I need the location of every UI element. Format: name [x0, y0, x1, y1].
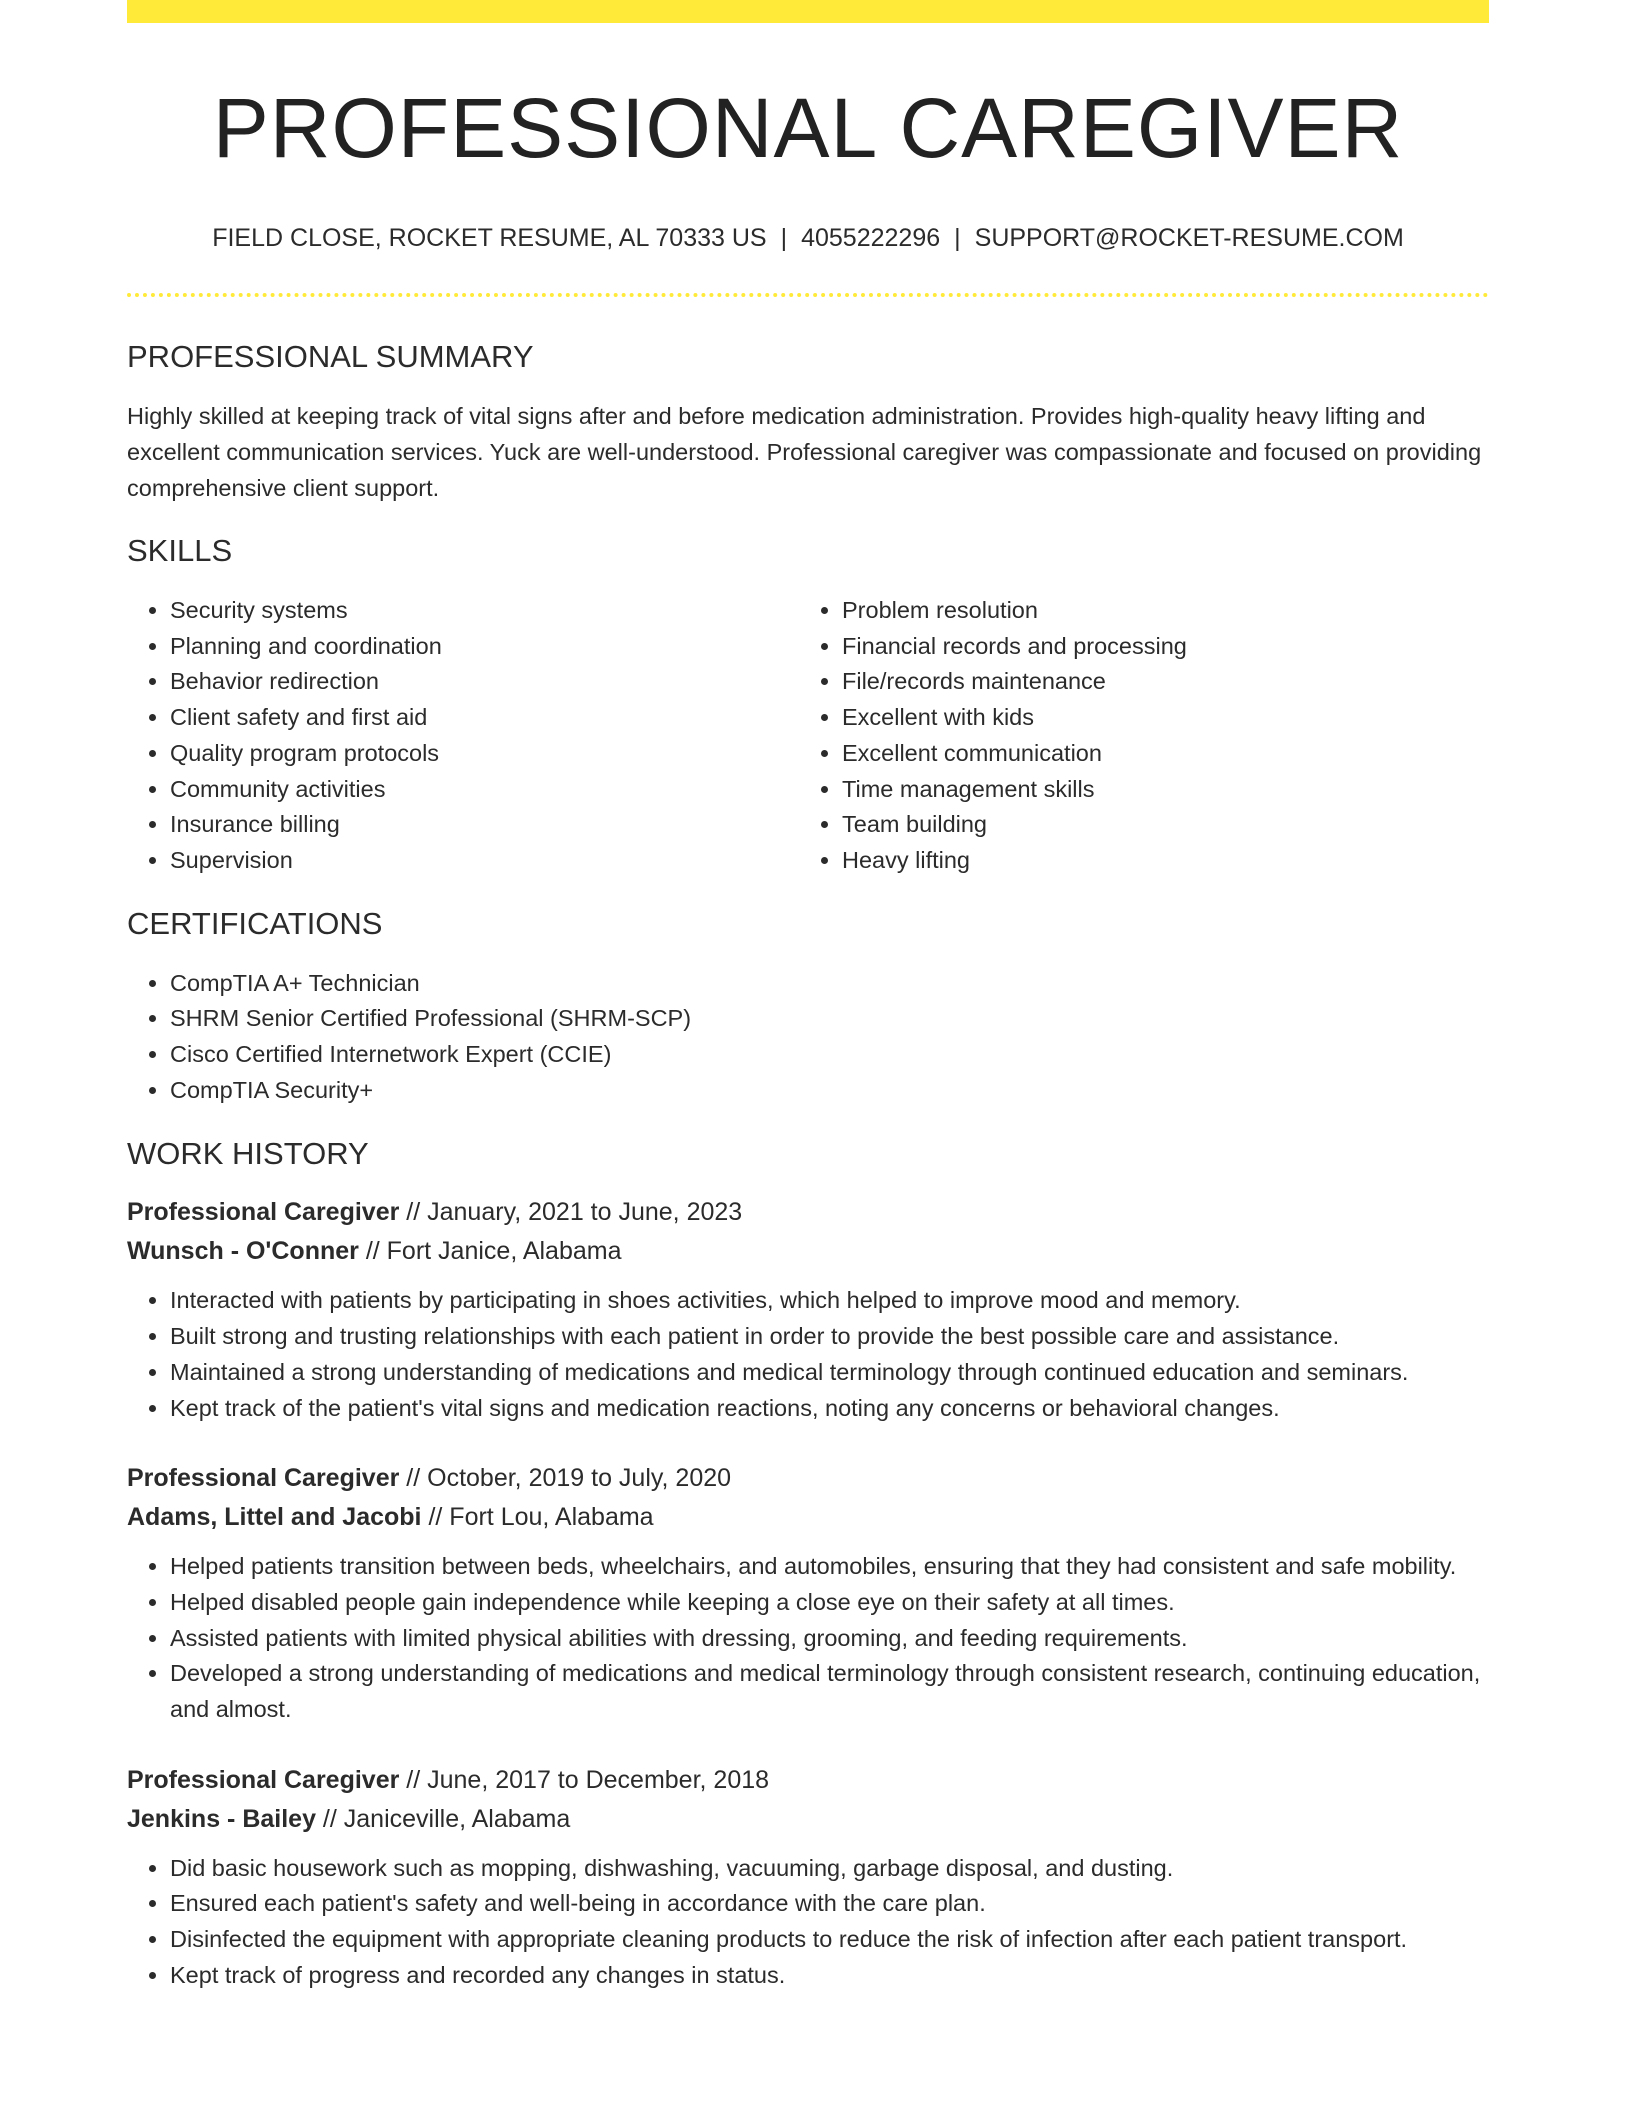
job-bullet: • Helped patients transition between beds, wheelchairs, and automobiles, ensuring that they had consistent and safe mobility.	[170, 1549, 1489, 1585]
skill-item: • Time management skills	[842, 772, 1471, 808]
job-company: Adams, Littel and Jacobi	[127, 1503, 422, 1532]
job-bullet: • Helped disabled people gain independence while keeping a close eye on their safety at all times.	[170, 1585, 1489, 1621]
job-role: Professional Caregiver	[127, 1198, 400, 1227]
skill-item: • Team building	[842, 807, 1471, 843]
job-role: Professional Caregiver	[127, 1464, 400, 1493]
job-location: // Fort Lou, Alabama	[421, 1503, 654, 1532]
job-bullets	[127, 1549, 1489, 1728]
job-bullet: • Kept track of progress and recorded any changes in status.	[170, 1958, 1489, 1994]
job-entry	[127, 1193, 1489, 1426]
job-title-line	[127, 1193, 1489, 1232]
job-bullet: • Developed a strong understanding of medications and medical terminology through consistent research, continuing education, and almost.	[170, 1656, 1489, 1727]
summary-heading: PROFESSIONAL SUMMARY	[127, 339, 534, 374]
skill-item: • Security systems	[170, 593, 799, 629]
skill-item: • Heavy lifting	[842, 843, 1471, 879]
certification-item: • Cisco Certified Internetwork Expert (CCIE)	[170, 1037, 1489, 1073]
job-title-line	[127, 1459, 1489, 1498]
skill-item: • Planning and coordination	[170, 629, 799, 665]
job-dates: // June, 2017 to December, 2018	[399, 1765, 770, 1794]
skill-item: • Excellent communication	[842, 736, 1471, 772]
job-title-line	[127, 1761, 1489, 1800]
job-dates: // October, 2019 to July, 2020	[399, 1464, 732, 1493]
contact-separator: |	[780, 224, 788, 252]
skill-item: • Client safety and first aid	[170, 700, 799, 736]
job-location: // Janiceville, Alabama	[315, 1804, 571, 1833]
skill-item: • Problem resolution	[842, 593, 1471, 629]
job-bullet: • Kept track of the patient's vital signs and medication reactions, noting any concerns or behavioral changes.	[170, 1391, 1489, 1427]
job-entry	[127, 1459, 1489, 1728]
job-location: // Fort Janice, Alabama	[358, 1237, 622, 1266]
job-bullet: • Built strong and trusting relationships with each patient in order to provide the best possible care and assistance.	[170, 1319, 1489, 1355]
skills-column-left	[127, 593, 799, 879]
job-bullet: • Interacted with patients by participating in shoes activities, which helped to improve mood and memory.	[170, 1283, 1489, 1319]
job-company: Jenkins - Bailey	[127, 1804, 316, 1833]
contact-phone: 4055222296	[801, 224, 941, 252]
skill-item: • Behavior redirection	[170, 664, 799, 700]
dotted-divider	[127, 293, 1489, 297]
skill-item: • Financial records and processing	[842, 629, 1471, 665]
skill-item: • Excellent with kids	[842, 700, 1471, 736]
contact-separator: |	[954, 224, 961, 252]
job-company-line	[127, 1498, 1489, 1537]
job-dates: // January, 2021 to June, 2023	[399, 1198, 743, 1227]
job-bullet: • Disinfected the equipment with appropriate cleaning products to reduce the risk of infection after each patient transport.	[170, 1922, 1489, 1958]
skills-list-right	[799, 593, 1471, 879]
work-history-heading: WORK HISTORY	[127, 1136, 369, 1172]
skills-heading: SKILLS	[127, 533, 233, 568]
job-company-line	[127, 1800, 1489, 1839]
skill-item: • Community activities	[170, 772, 799, 808]
job-bullets	[127, 1283, 1489, 1426]
resume-name: PROFESSIONAL CAREGIVER	[212, 81, 1404, 175]
contact-line	[127, 222, 1489, 254]
certification-item: • CompTIA A+ Technician	[170, 966, 1489, 1002]
job-bullet: • Maintained a strong understanding of medications and medical terminology through continued education and seminars.	[170, 1355, 1489, 1391]
skill-item: • Quality program protocols	[170, 736, 799, 772]
job-role: Professional Caregiver	[127, 1765, 400, 1794]
summary-text: Highly skilled at keeping track of vital signs after and before medication administration. Provides high-quality heavy lifting and excellent communication services. Yuck are well-understood. Professional caregiver was compassionate and focused on providing comprehensive client support.	[127, 403, 1482, 501]
skill-item: • Insurance billing	[170, 807, 799, 843]
skills-column-right	[799, 593, 1471, 879]
job-bullet: • Did basic housework such as mopping, dishwashing, vacuuming, garbage disposal, and dusting.	[170, 1851, 1489, 1887]
certifications-heading: CERTIFICATIONS	[127, 905, 383, 941]
certification-item: • SHRM Senior Certified Professional (SHRM-SCP)	[170, 1001, 1489, 1037]
contact-address: FIELD CLOSE, ROCKET RESUME, AL 70333 US	[212, 224, 767, 252]
skill-item: • Supervision	[170, 843, 799, 879]
job-company: Wunsch - O'Conner	[127, 1237, 359, 1266]
job-bullet: • Ensured each patient's safety and well-being in accordance with the care plan.	[170, 1886, 1489, 1922]
job-bullet: • Assisted patients with limited physical abilities with dressing, grooming, and feeding requirements.	[170, 1621, 1489, 1657]
certification-item: • CompTIA Security+	[170, 1073, 1489, 1109]
certifications-list	[127, 966, 1489, 1109]
job-bullets	[127, 1851, 1489, 1994]
skill-item: • File/records maintenance	[842, 664, 1471, 700]
contact-email: SUPPORT@ROCKET-RESUME.COM	[974, 224, 1404, 252]
skills-columns	[127, 593, 1489, 879]
job-entry	[127, 1761, 1489, 1994]
resume-content	[127, 0, 1489, 1994]
skills-list-left	[127, 593, 799, 879]
job-company-line	[127, 1232, 1489, 1271]
